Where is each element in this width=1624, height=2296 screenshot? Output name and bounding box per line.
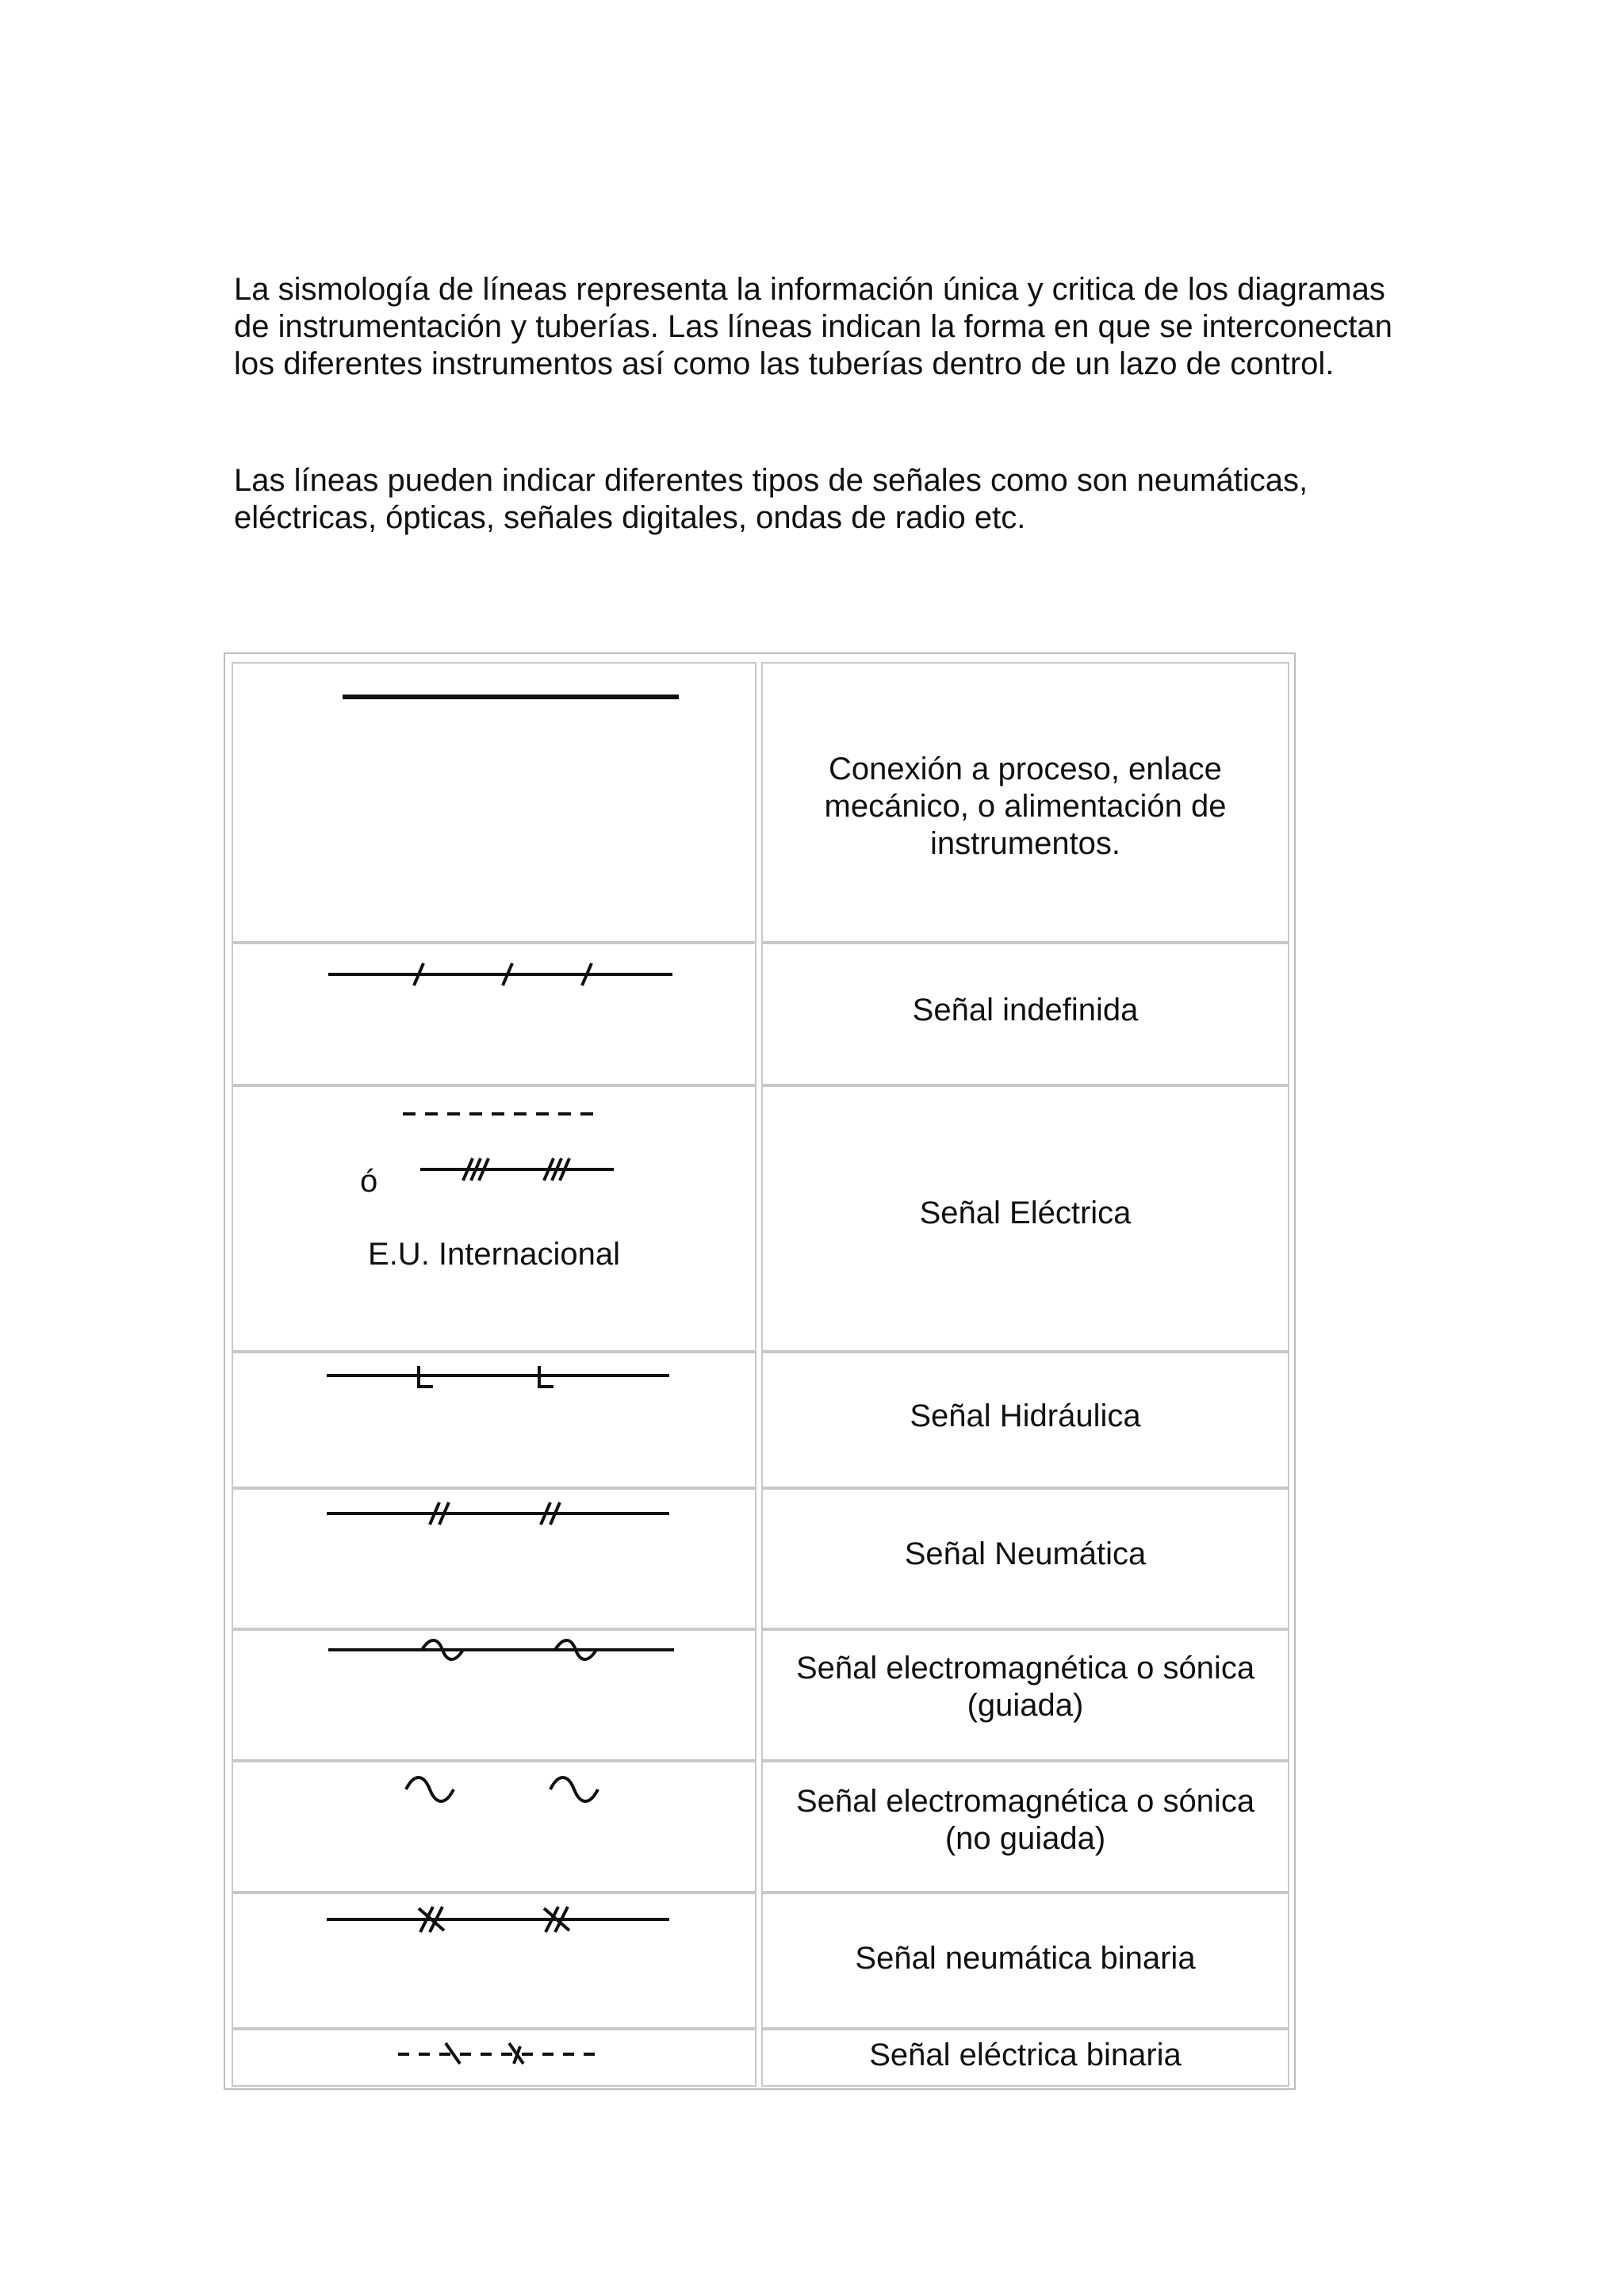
hydraulic-signal-symbol: [233, 1353, 758, 1487]
row-description: Señal eléctrica binaria: [869, 2038, 1182, 2072]
binary-pneumatic-signal-symbol: [233, 1894, 758, 2027]
symbol-cell: [232, 1892, 756, 2029]
row-description: Conexión a proceso, enlace mecánico, o alimentación de instrumentos.: [824, 752, 1227, 861]
or-label: ó: [360, 1164, 378, 1199]
solid-line-symbol: [233, 664, 758, 941]
symbol-cell: [232, 662, 756, 943]
row-description: Señal Neumática: [904, 1536, 1147, 1571]
intro-paragraph-1: La sismología de líneas representa la información única y critica de los diagramas de instrumentación y tuberías. Las líneas indican la forma en que se interconectan los diferentes instrumentos así como las tuberías dentro de un lazo de control.: [234, 272, 1392, 381]
guided-wave-signal-symbol: [233, 1631, 758, 1759]
description-cell: [761, 2029, 1289, 2087]
symbol-cell: [232, 1352, 756, 1488]
row-description: Señal Eléctrica: [919, 1196, 1132, 1230]
table-row: [228, 1892, 1293, 2029]
pneumatic-signal-symbol: [233, 1490, 758, 1628]
symbol-cell: [232, 1629, 756, 1761]
row-description: Señal Hidráulica: [910, 1399, 1141, 1433]
line-symbols-table: [224, 652, 1296, 2090]
symbol-note: E.U. Internacional: [368, 1237, 620, 1272]
description-cell: [761, 662, 1289, 943]
description-cell: [761, 943, 1289, 1085]
binary-electric-signal-symbol: [233, 2030, 758, 2085]
description-cell: [761, 1629, 1289, 1761]
row-description: Señal electromagnética o sónica (no guiada): [795, 1784, 1255, 1856]
single-slash-line-symbol: [233, 944, 758, 1084]
intro-paragraph-2: Las líneas pueden indicar diferentes tipos de señales como son neumáticas, eléctricas, ópticas, señales digitales, ondas de radio etc.: [234, 463, 1308, 535]
description-cell: [761, 1085, 1289, 1352]
table-row: [228, 1488, 1293, 1629]
symbol-cell: [232, 1488, 756, 1629]
description-cell: [761, 1761, 1289, 1892]
row-description: Señal neumática binaria: [855, 1941, 1196, 1976]
description-cell: [761, 1892, 1289, 2029]
table-row: [228, 1352, 1293, 1488]
row-description: Señal indefinida: [912, 993, 1139, 1027]
description-cell: [761, 1352, 1289, 1488]
table-row: [228, 2029, 1293, 2087]
table-row: [228, 1761, 1293, 1892]
table-row: [228, 1629, 1293, 1761]
symbol-cell: [232, 1085, 756, 1352]
symbol-cell: [232, 1761, 756, 1892]
symbol-cell: [232, 2029, 756, 2087]
symbol-cell: [232, 943, 756, 1085]
description-cell: [761, 1488, 1289, 1629]
table-row: [228, 1085, 1293, 1352]
table-row: [228, 662, 1293, 943]
row-description: Señal electromagnética o sónica (guiada): [795, 1651, 1255, 1723]
unguided-wave-signal-symbol: [233, 1762, 758, 1891]
table-row: [228, 943, 1293, 1085]
electric-signal-symbol: [233, 1087, 758, 1350]
